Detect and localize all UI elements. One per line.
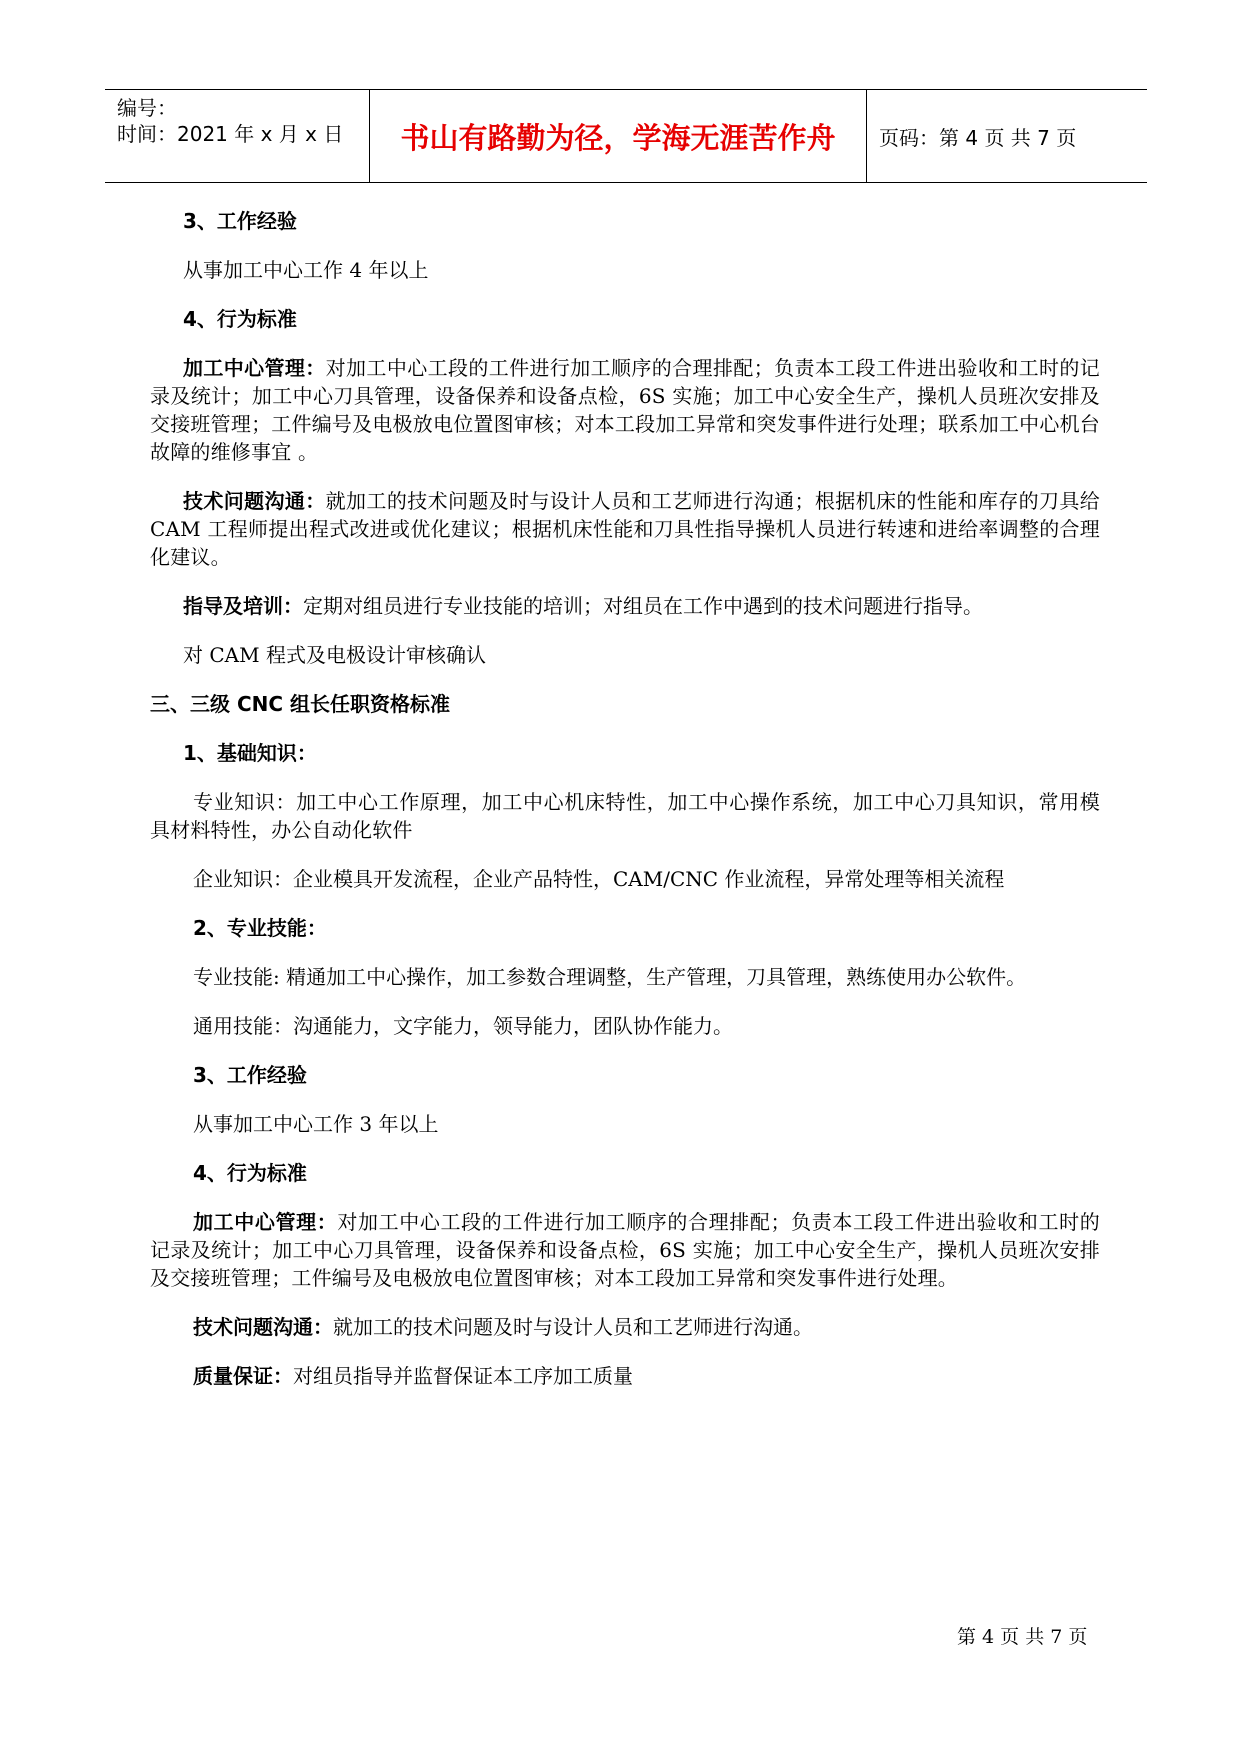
- chapter-heading: 三、三级 CNC 组长任职资格标准: [150, 692, 451, 716]
- header-left-cell: [105, 90, 370, 182]
- header-page-info: 页码：第 4 页 共 7 页: [879, 125, 1077, 150]
- paragraph-enterprise-knowledge: 企业知识：企业模具开发流程，企业产品特性，CAM/CNC 作业流程，异常处理等相关流程: [193, 867, 1005, 891]
- section-heading: 3、工作经验: [193, 1063, 307, 1087]
- paragraph-label: 质量保证：: [193, 1364, 293, 1388]
- paragraph-label: 指导及培训：: [183, 594, 303, 618]
- paragraph: 从事加工中心工作 4 年以上: [183, 258, 429, 282]
- header-right-cell: [867, 90, 1147, 182]
- paragraph-text: 对加工中心工段的工件进行加工顺序的合理排配；负责本工段工件进出验收和工时的记录及统计；加工中心刀具管理，设备保养和设备点检，6S 实施；加工中心安全生产，操机人员班次安排及交接班管理；工件编号及电极放电位置图审核；对本工段加工异常和突发事件进行处理；联系加工中心机台故障的维修事宜 。: [150, 356, 1100, 464]
- document-time-label: 时间：2021 年 x 月 x 日: [117, 122, 344, 146]
- paragraph-label: 加工中心管理：: [193, 1210, 338, 1234]
- paragraph-general-skill: 通用技能：沟通能力，文字能力，领导能力，团队协作能力。: [193, 1014, 733, 1038]
- paragraph-professional-knowledge: 专业知识：加工中心工作原理，加工中心机床特性，加工中心操作系统，加工中心刀具知识，常用模具材料特性，办公自动化软件: [150, 790, 1100, 842]
- paragraph-label: 技术问题沟通：: [183, 489, 326, 513]
- section-heading: 4、行为标准: [183, 307, 297, 331]
- paragraph: 从事加工中心工作 3 年以上: [193, 1112, 439, 1136]
- paragraph-professional-skill: 专业技能: 精通加工中心操作，加工参数合理调整，生产管理，刀具管理，熟练使用办公软件。: [193, 965, 1027, 989]
- paragraph-tech-communication: [150, 1313, 1100, 1341]
- paragraph-label: 加工中心管理：: [183, 356, 326, 380]
- paragraph-text: 对加工中心工段的工件进行加工顺序的合理排配；负责本工段工件进出验收和工时的记录及统计；加工中心刀具管理，设备保养和设备点检，6S 实施；加工中心安全生产，操机人员班次安排及交接班管理；工件编号及电极放电位置图审核；对本工段加工异常和突发事件进行处理。: [150, 1210, 1101, 1290]
- paragraph-tech-communication: [150, 487, 1100, 571]
- document-body: [150, 207, 1100, 1411]
- section-heading: 4、行为标准: [193, 1161, 307, 1185]
- header-motto: 书山有路勤为径，学海无涯苦作舟: [400, 120, 836, 155]
- paragraph-text: 就加工的技术问题及时与设计人员和工艺师进行沟通；根据机床的性能和库存的刀具给 CAM 工程师提出程式改进或优化建议；根据机床性能和刀具性指导操机人员进行转速和进给率调整的合理化建议。: [150, 489, 1100, 569]
- paragraph-text: 就加工的技术问题及时与设计人员和工艺师进行沟通。: [333, 1315, 813, 1339]
- paragraph-guidance: [150, 592, 1100, 620]
- paragraph: 对 CAM 程式及电极设计审核确认: [183, 643, 486, 667]
- paragraph-text: 定期对组员进行专业技能的培训；对组员在工作中遇到的技术问题进行指导。: [303, 594, 983, 618]
- paragraph-text: 对组员指导并监督保证本工序加工质量: [293, 1364, 633, 1388]
- paragraph-quality: [150, 1362, 1100, 1390]
- page-footer: 第 4 页 共 7 页: [957, 1626, 1088, 1648]
- paragraph-management: [150, 1208, 1100, 1292]
- header-motto-cell: [370, 90, 867, 182]
- section-heading: 3、工作经验: [183, 209, 297, 233]
- section-heading: 2、专业技能：: [193, 916, 327, 940]
- paragraph-label: 技术问题沟通：: [193, 1315, 333, 1339]
- document-number-label: 编号：: [117, 96, 177, 120]
- paragraph-management: [150, 354, 1100, 466]
- section-heading: 1、基础知识：: [183, 741, 317, 765]
- page-header: [105, 89, 1147, 183]
